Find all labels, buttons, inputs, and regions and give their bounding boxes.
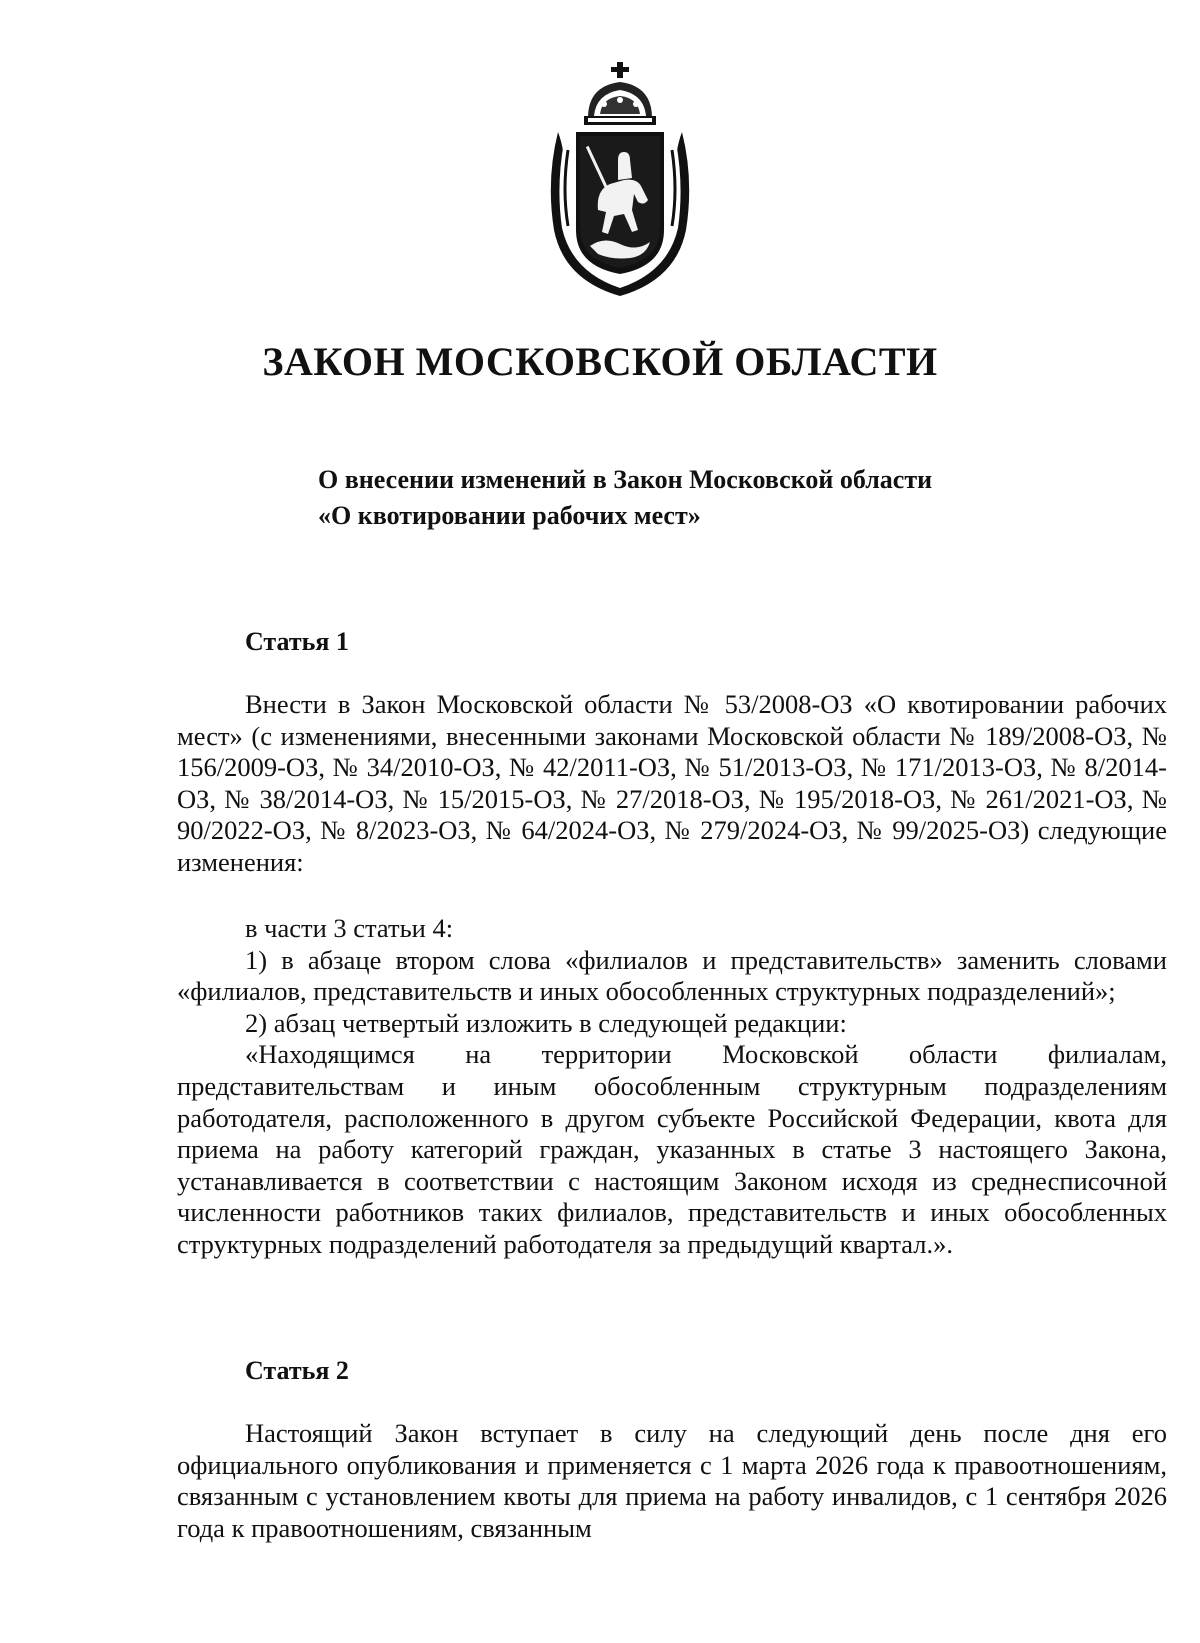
amendment-item-2: 2) абзац четвертый изложить в следующей редакции: [245, 1007, 847, 1038]
law-subtitle [318, 462, 932, 534]
law-title: ЗАКОН МОСКОВСКОЙ ОБЛАСТИ [262, 339, 938, 384]
subtitle-line: О внесении изменений в Закон Московской области [318, 465, 933, 494]
subtitle-line: «О квотировании рабочих мест» [318, 501, 701, 530]
part-reference: в части 3 статьи 4: [245, 913, 454, 943]
article-2-paragraph: Настоящий Закон вступает в силу на следующий день после дня его официального опубликования и применяется с 1 марта 2026 года к правоотношениям, связанным с установлением квоты для приема на работу инвалидов, с 1 сентября 2026 года к правоотношениям, связанным [177, 1418, 1167, 1543]
article-1-body [177, 689, 1167, 879]
coat-of-arms-emblem [538, 60, 703, 300]
crown-icon [584, 62, 656, 125]
article-2-heading: Статья 2 [245, 1356, 349, 1385]
article-2-body [177, 1418, 1167, 1544]
article-1-amendments [177, 913, 1167, 1261]
amendment-item-1: 1) в абзаце втором слова «филиалов и представительств» заменить словами «филиалов, представительств и иных обособленных структурных подразделений»; [177, 944, 1167, 1007]
article-1-intro-paragraph: Внести в Закон Московской области № 53/2008-ОЗ «О квотировании рабочих мест» (с изменениями, внесенными законами Московской области № 189/2008-ОЗ, № 156/2009-ОЗ, № 34/2010-ОЗ, № 42/2011-ОЗ, № 51/2013-ОЗ, № 171/2013-ОЗ, № 8/2014-ОЗ, № 38/2014-ОЗ, № 15/2015-ОЗ, № 27/2018-ОЗ, № 195/2018-ОЗ, № 261/2021-ОЗ, № 90/2022-ОЗ, № 8/2023-ОЗ, № 64/2024-ОЗ, № 279/2024-ОЗ, № 99/2025-ОЗ) следующие изменения: [177, 689, 1167, 877]
amendment-quote: «Находящимся на территории Московской области филиалам, представительствам и иным обособленным структурным подразделениям работодателя, расположенного в другом субъекте Российской Федерации, квота для приема на работу категорий граждан, указанных в статье 3 настоящего Закона, устанавливается в соответствии с настоящим Законом исходя из среднесписочной численности работников таких филиалов, представительств и иных обособленных структурных подразделений работодателя за предыдущий квартал.». [177, 1039, 1167, 1259]
shield-icon [576, 132, 664, 274]
article-1-heading: Статья 1 [245, 627, 349, 656]
